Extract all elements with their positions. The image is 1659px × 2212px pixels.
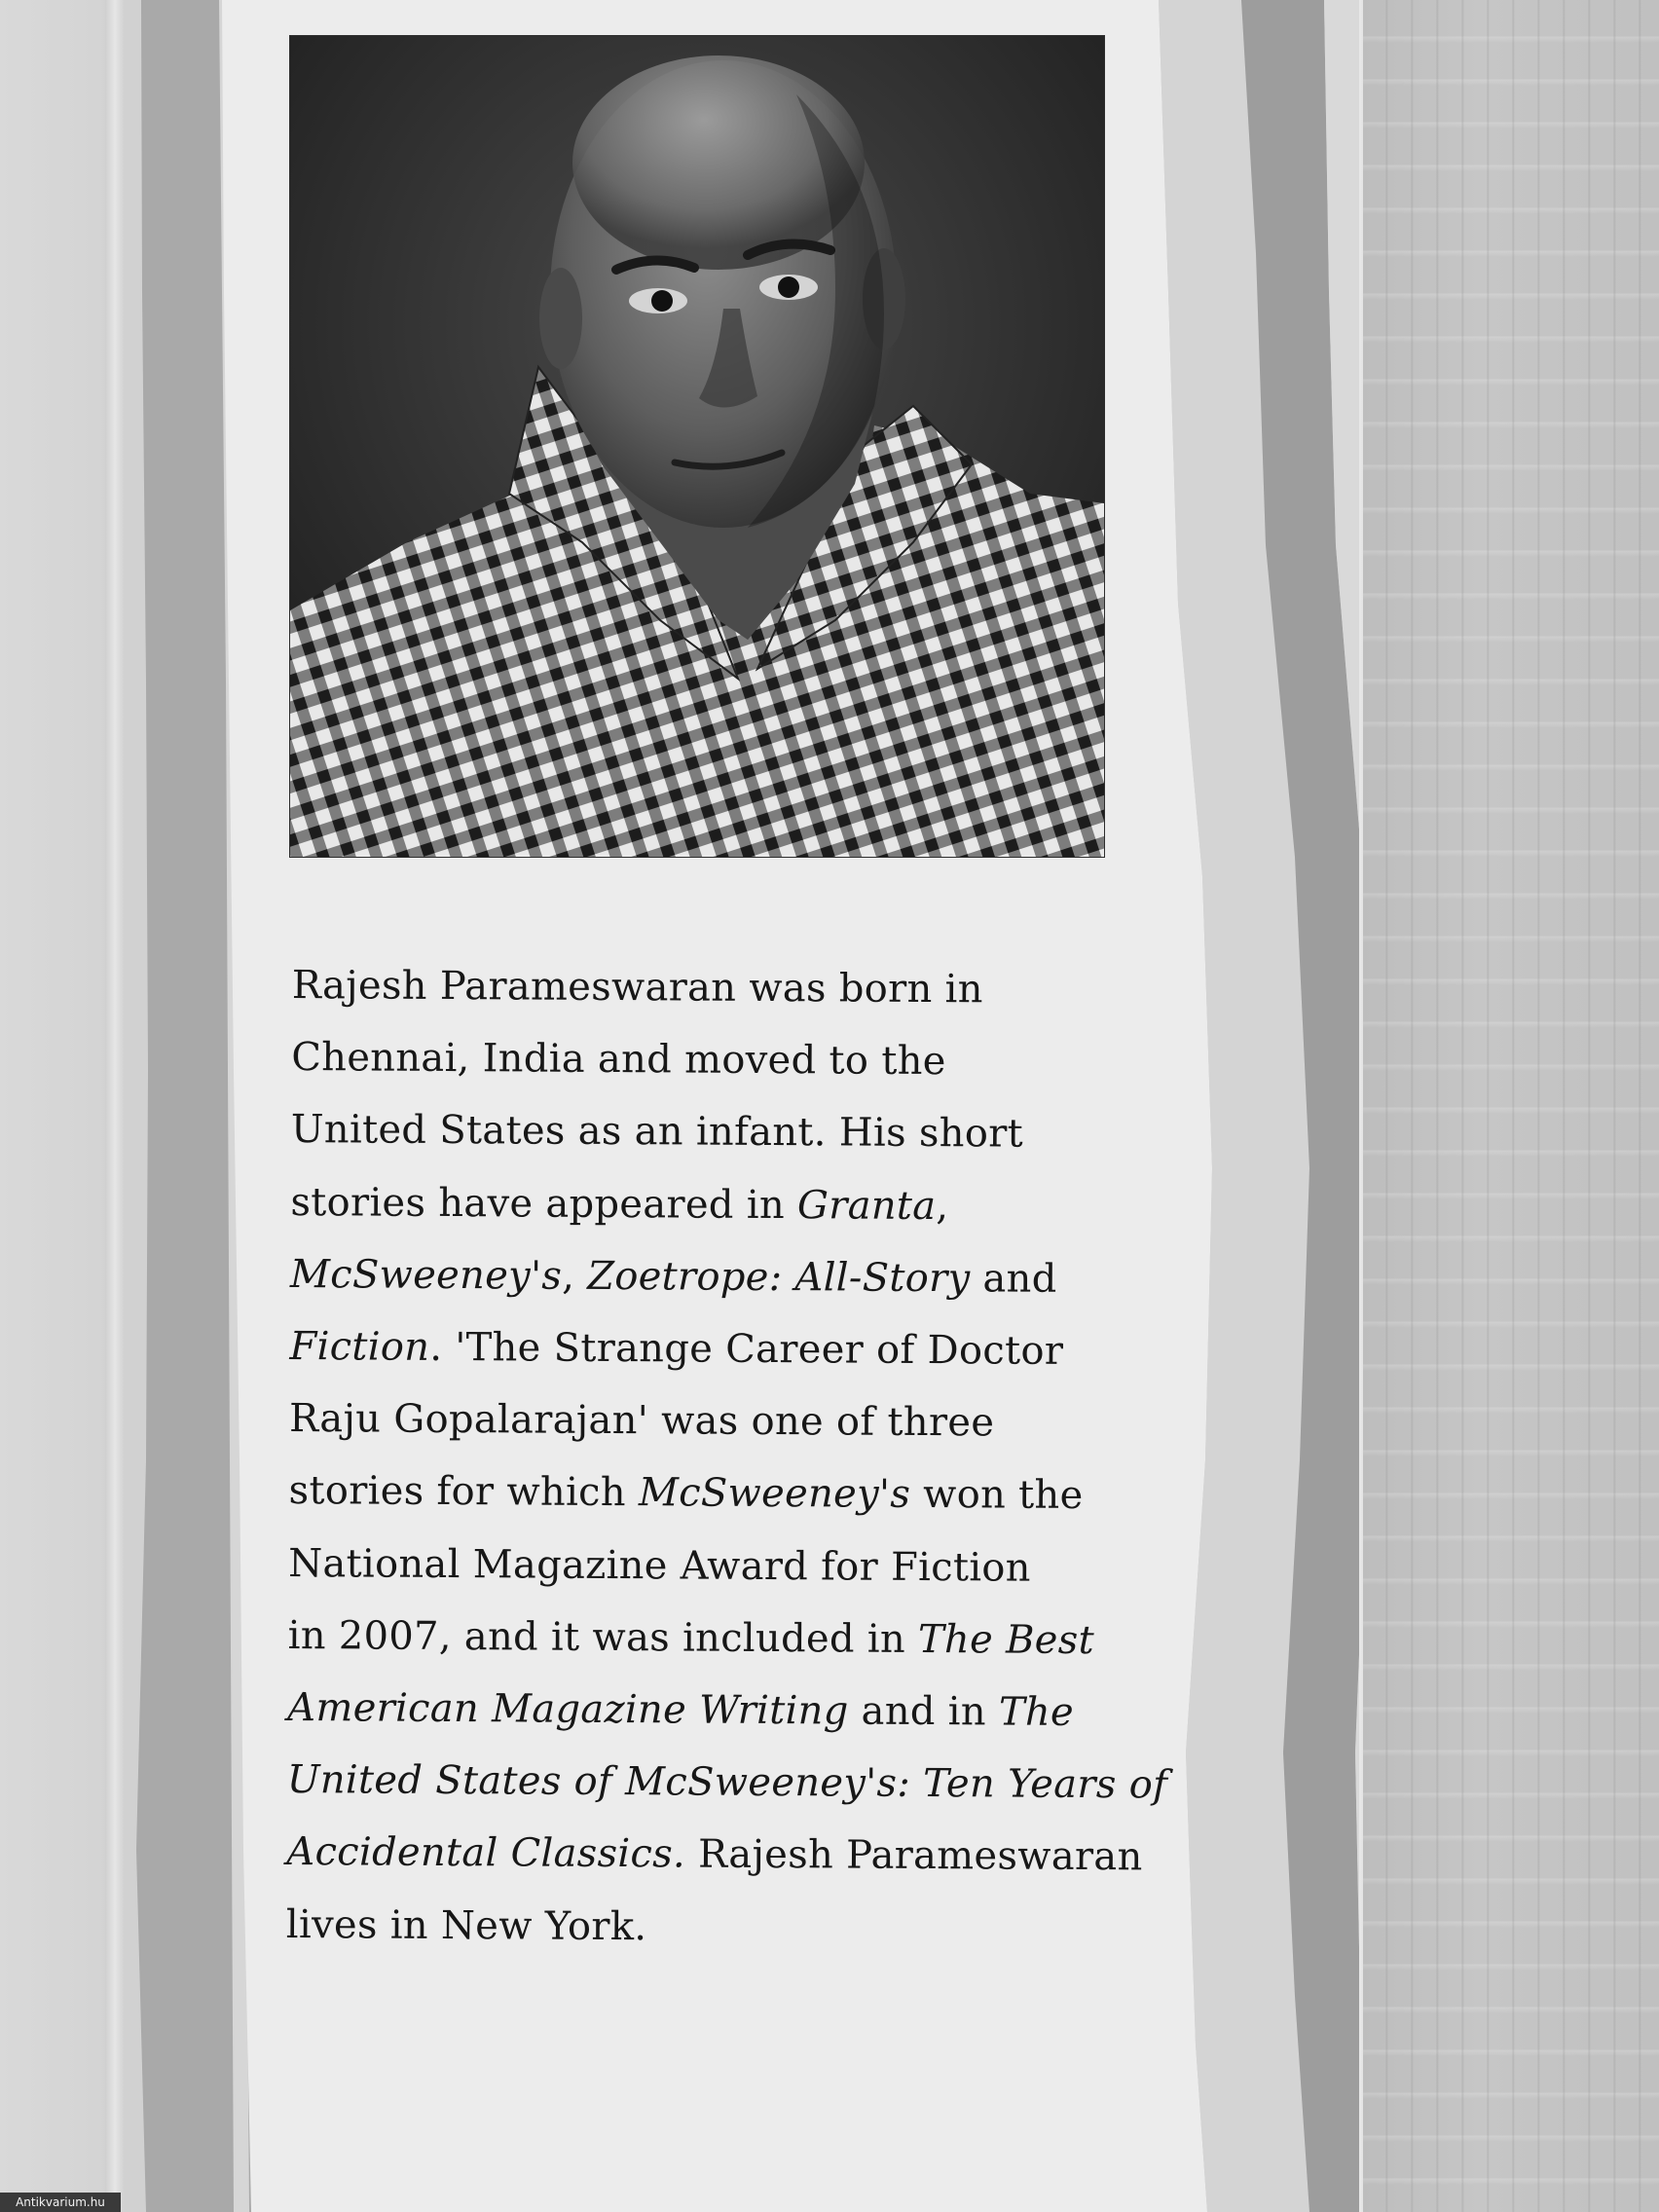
bio-line: Raju Gopalarajan' was one of three: [288, 1396, 995, 1446]
bio-line: in 2007, and it was included in The Best: [287, 1612, 1095, 1663]
italic-title: Fiction: [289, 1324, 430, 1370]
italic-title: McSweeney's: [289, 1251, 563, 1299]
author-photo: [290, 36, 1104, 857]
bio-line: McSweeney's, Zoetrope: All-Story and: [289, 1251, 1057, 1302]
bio-line: Accidental Classics. Rajesh Parameswaran: [286, 1829, 1143, 1880]
bio-line: Rajesh Parameswaran was born in: [291, 962, 983, 1013]
italic-title: The: [998, 1689, 1075, 1735]
bio-line: American Magazine Writing and in The: [287, 1685, 1075, 1735]
italic-title: Zoetrope: All-Story: [587, 1253, 971, 1302]
bio-line: stories have appeared in Granta,: [290, 1179, 949, 1229]
author-bio: [285, 949, 1168, 1966]
italic-title: Accidental Classics.: [286, 1829, 686, 1877]
bio-line: Chennai, India and moved to the: [291, 1035, 946, 1085]
bio-line: Fiction. 'The Strange Career of Doctor: [289, 1324, 1064, 1374]
left-ear: [539, 268, 582, 369]
bio-line: stories for which McSweeney's won the: [288, 1468, 1084, 1519]
italic-title: Granta: [796, 1182, 937, 1229]
italic-title: American Magazine Writing: [287, 1685, 849, 1734]
bio-line: [286, 1744, 1168, 1822]
watermark: Antikvarium.hu: [0, 2193, 121, 2212]
bio-line: National Magazine Award for Fiction: [288, 1540, 1031, 1591]
italic-title: The Best: [917, 1616, 1095, 1663]
wood-background: [1363, 0, 1659, 2212]
italic-title: McSweeney's: [638, 1470, 911, 1518]
bio-line: United States as an infant. His short: [290, 1107, 1024, 1157]
bio-line: lives in New York.: [285, 1901, 647, 1949]
italic-title: United States of McSweeney's: Ten Years of: [286, 1757, 1168, 1808]
